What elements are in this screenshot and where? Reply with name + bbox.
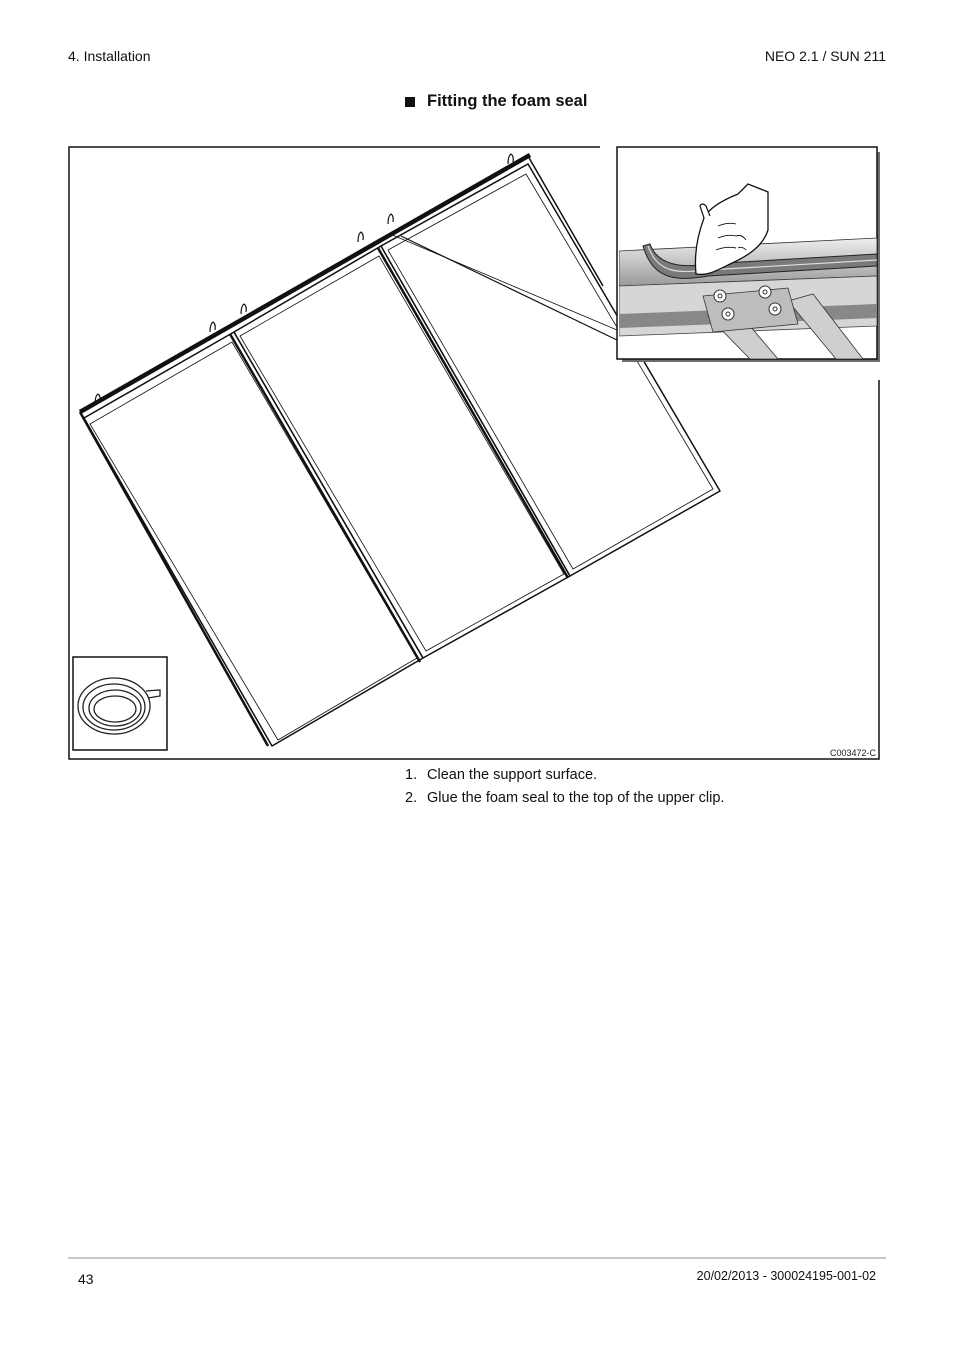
step-item: [405, 764, 724, 787]
step-number: 1.: [405, 767, 418, 783]
installation-figure: [68, 146, 880, 761]
footer-divider: [68, 1257, 886, 1259]
header-product: NEO 2.1 / SUN 211: [764, 48, 886, 64]
step-number: 2.: [405, 790, 418, 806]
foam-roll-inset: [73, 657, 167, 750]
section-title-text: Fitting the foam seal: [427, 92, 588, 110]
square-bullet-icon: [405, 97, 415, 107]
step-item: [405, 787, 724, 810]
step-text: Clean the support surface.: [427, 767, 598, 783]
document-reference: 20/02/2013 - 300024195-001-02: [696, 1269, 876, 1283]
instruction-steps: [405, 764, 724, 810]
figure-drawing: [68, 146, 880, 761]
step-text: Glue the foam seal to the top of the upper clip.: [427, 790, 725, 806]
section-heading: [405, 92, 587, 111]
figure-code: C003472-C: [829, 748, 876, 758]
header-chapter: 4. Installation: [68, 48, 151, 64]
page-number: 43: [78, 1271, 94, 1287]
detail-inset: [617, 147, 880, 362]
